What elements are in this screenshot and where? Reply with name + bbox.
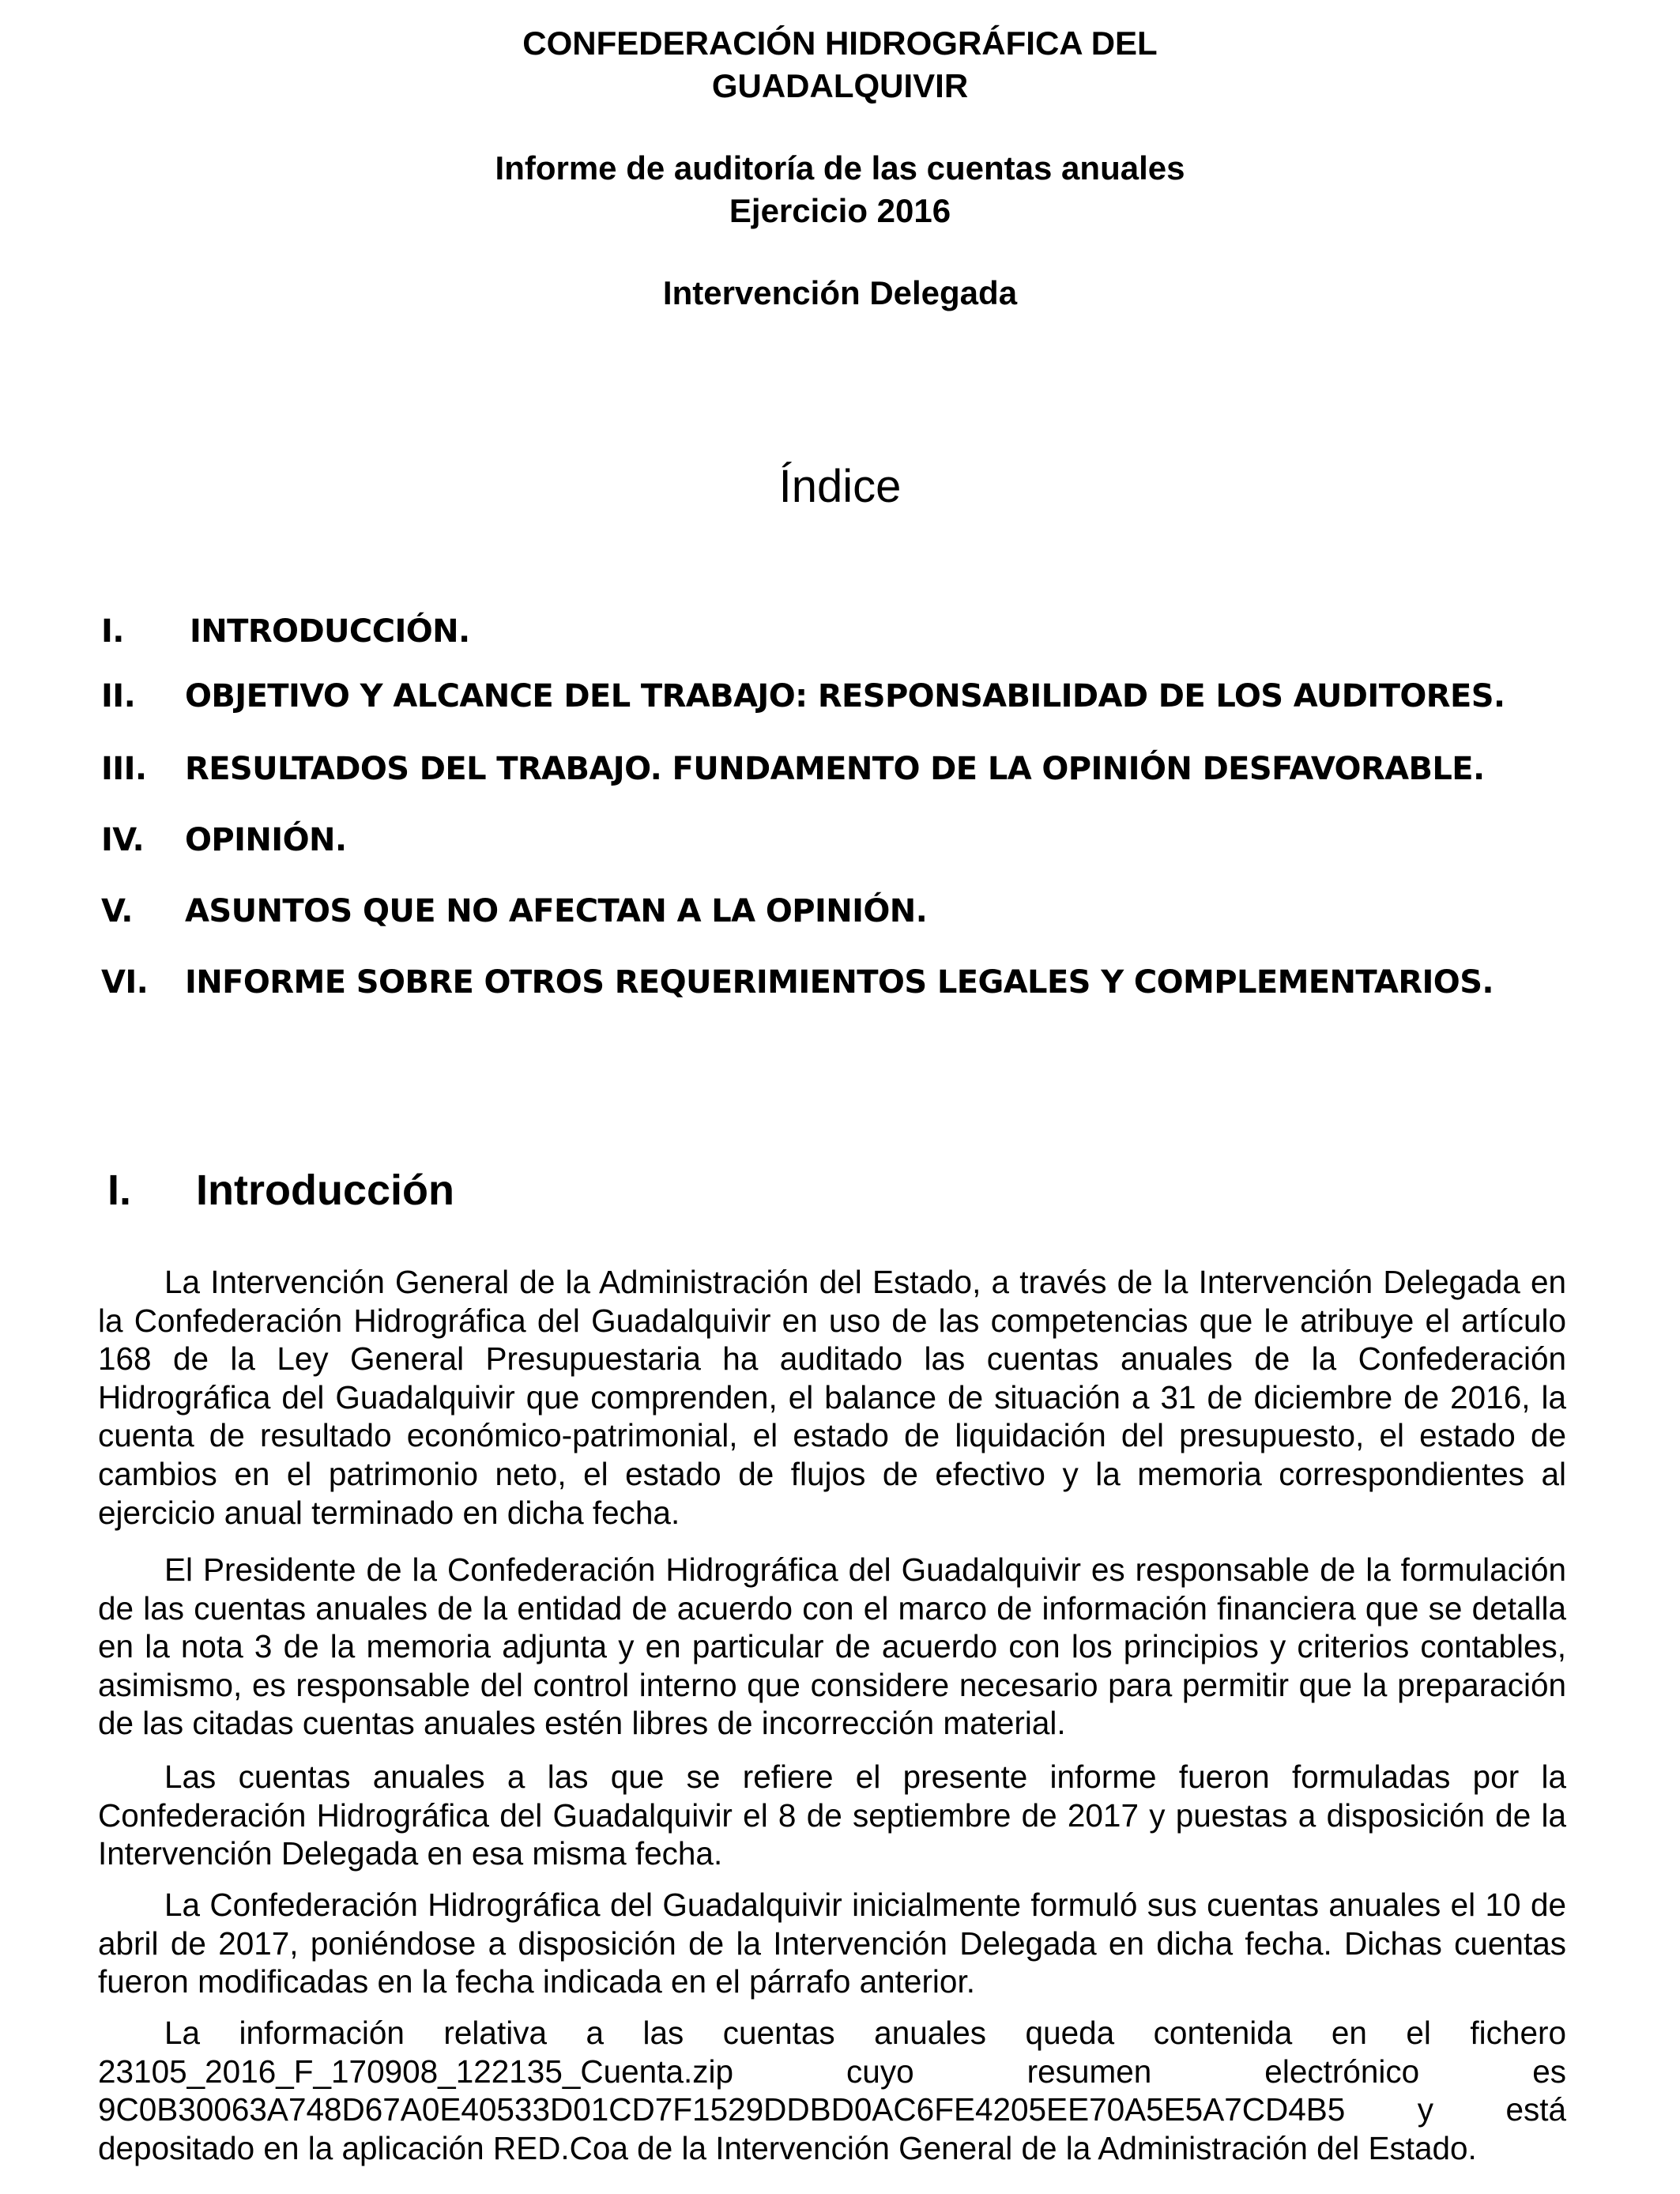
index-title: Índice	[778, 461, 902, 512]
org-name-line2: GUADALQUIVIR	[711, 67, 969, 104]
section-title: Introducción	[196, 1167, 454, 1214]
toc-item-label: ASUNTOS QUE NO AFECTAN A LA OPINIÓN.	[185, 893, 928, 929]
toc-item-label: INTRODUCCIÓN.	[190, 613, 470, 650]
toc-item-number: IV.	[101, 822, 145, 858]
section-number: I.	[107, 1167, 132, 1214]
fiscal-year: Ejercicio 2016	[729, 192, 951, 229]
toc-item-number: I.	[101, 613, 124, 650]
toc-item-label: OBJETIVO Y ALCANCE DEL TRABAJO: RESPONSABILIDAD DE LOS AUDITORES.	[185, 678, 1505, 714]
toc-item-number: V.	[101, 893, 133, 929]
body-paragraph: El Presidente de la Confederación Hidrográfica del Guadalquivir es responsable de la formulación de las cuentas anuales de la entidad de acuerdo con el marco de información financiera que se detalla en la nota 3 de la memoria adjunta y en particular de acuerdo con los principios y criterios contables, asimismo, es responsable del control interno que considere necesario para permitir que la preparación de las citadas cuentas anuales estén libres de incorrección material.	[98, 1551, 1566, 1742]
toc-item-label: OPINIÓN.	[185, 822, 347, 858]
body-paragraph: Las cuentas anuales a las que se refiere el presente informe fueron formuladas por la Confederación Hidrográfica del Guadalquivir el 8 de septiembre de 2017 y puestas a disposición de la Intervención Delegada en esa misma fecha.	[98, 1759, 1566, 1872]
body-paragraph: La Intervención General de la Administración del Estado, a través de la Intervención Delegada en la Confederación Hidrográfica del Guadalquivir en uso de las competencias que le atribuye el artículo 168 de la Ley General Presupuestaria ha auditado las cuentas anuales de la Confederación Hidrográfica del Guadalquivir que comprenden, el balance de situación a 31 de diciembre de 2016, la cuenta de resultado económico-patrimonial, el estado de liquidación del presupuesto, el estado de cambios en el patrimonio neto, el estado de flujos de efectivo y la memoria correspondientes al ejercicio anual terminado en dicha fecha.	[98, 1264, 1566, 1531]
body-paragraph: La Confederación Hidrográfica del Guadalquivir inicialmente formuló sus cuentas anuales el 10 de abril de 2017, poniéndose a disposición de la Intervención Delegada en dicha fecha. Dichas cuentas fueron modificadas en la fecha indicada en el párrafo anterior.	[98, 1887, 1566, 2000]
body-paragraph: La información relativa a las cuentas anuales queda contenida en el fichero 23105_2016_F_170908_122135_Cuenta.zip cuyo resumen electrónico es 9C0B30063A748D67A0E40533D01CD7F1529DDBD0AC6FE4205EE70A5E5A7CD4B5 y está depositado en la aplicación RED.Coa de la Intervención General de la Administración del Estado.	[98, 2015, 1566, 2166]
toc-item-number: VI.	[101, 964, 149, 1001]
org-name-line1: CONFEDERACIÓN HIDROGRÁFICA DEL	[522, 25, 1158, 62]
office-name: Intervención Delegada	[662, 274, 1018, 311]
toc-item-number: II.	[101, 678, 136, 714]
toc-item-label: RESULTADOS DEL TRABAJO. FUNDAMENTO DE LA OPINIÓN DESFAVORABLE.	[185, 751, 1485, 787]
toc-item-number: III.	[101, 751, 147, 787]
toc-item-label: INFORME SOBRE OTROS REQUERIMIENTOS LEGALES Y COMPLEMENTARIOS.	[185, 964, 1494, 1001]
report-title: Informe de auditoría de las cuentas anuales	[495, 149, 1185, 187]
